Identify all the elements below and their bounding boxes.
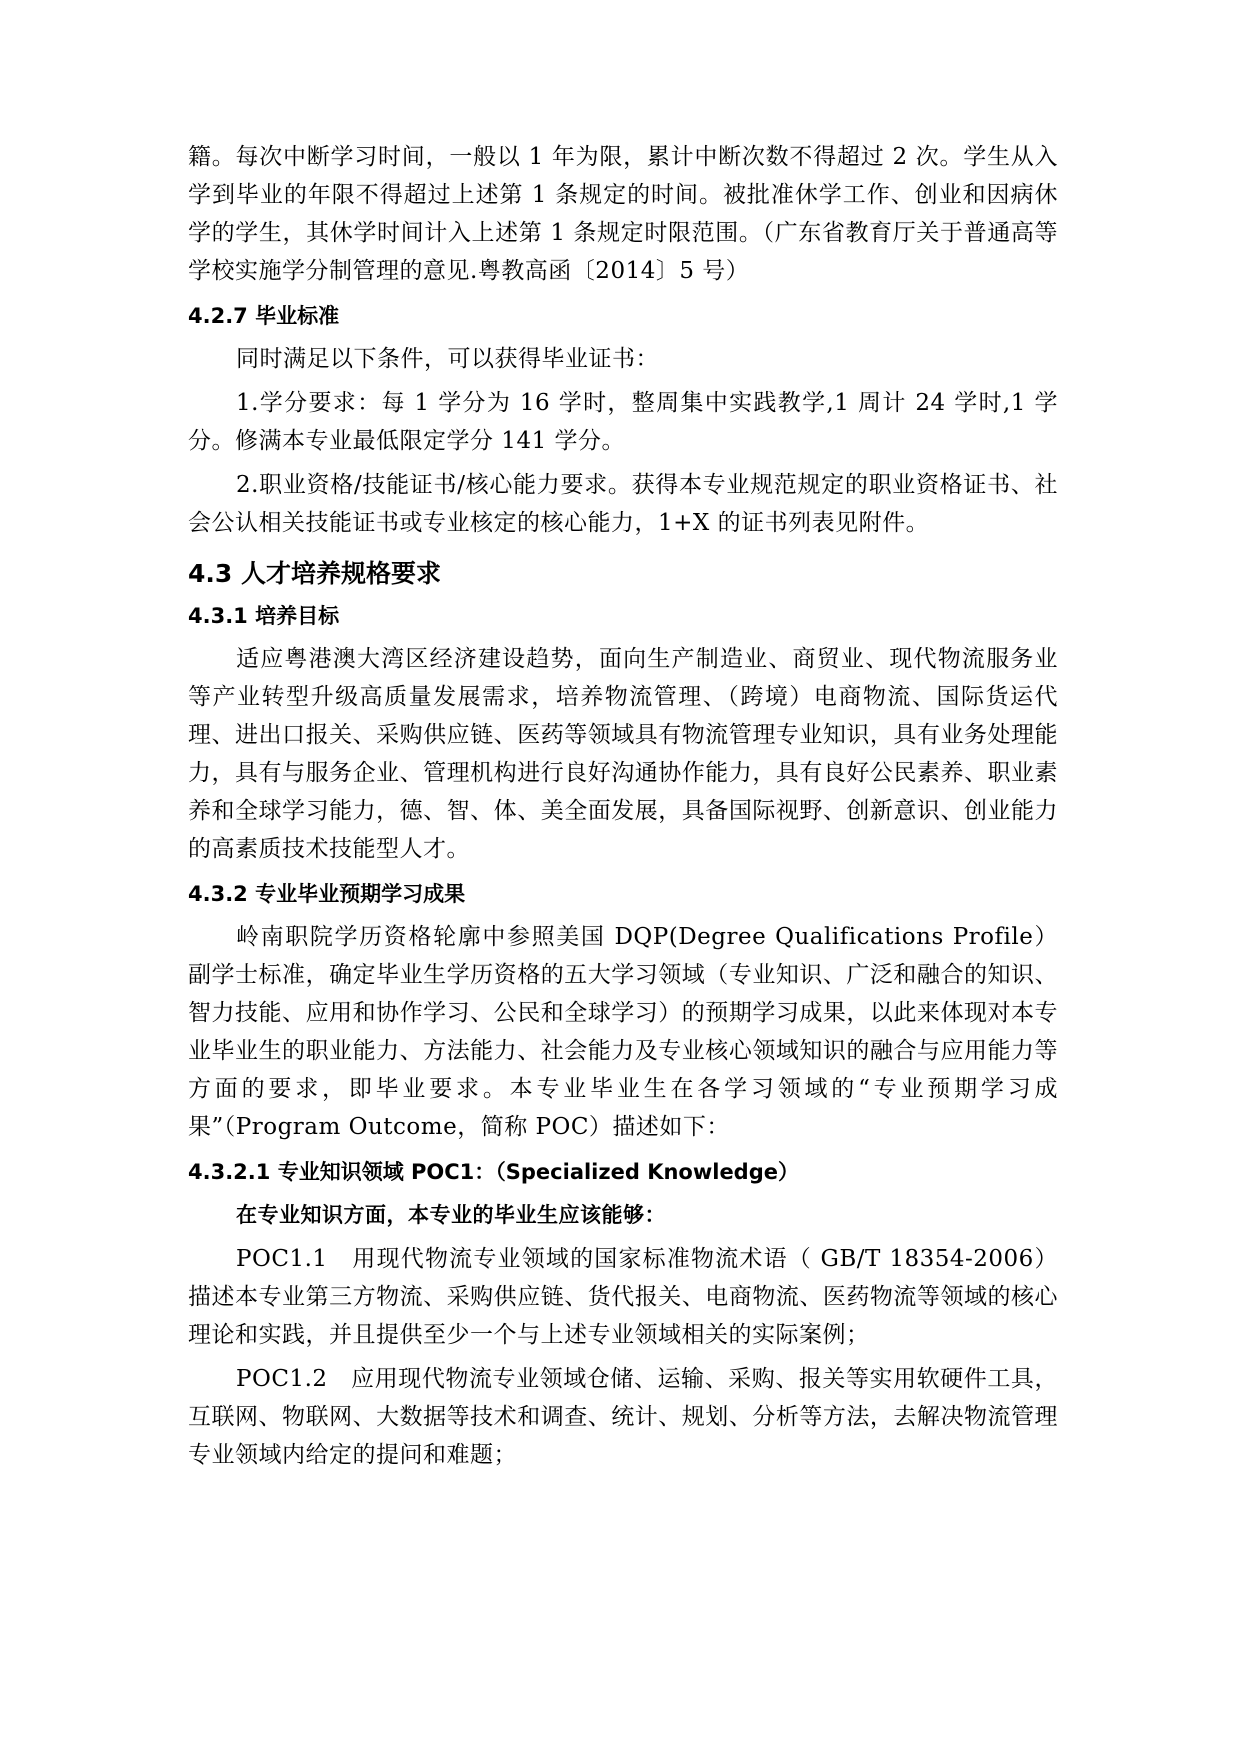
- paragraph-certificate-requirement: 2.职业资格/技能证书/核心能力要求。获得本专业规范规定的职业资格证书、社会公认相关技能证书或专业核定的核心能力，1+X 的证书列表见附件。: [188, 472, 1058, 536]
- paragraph-training-goal: 适应粤港澳大湾区经济建设趋势，面向生产制造业、商贸业、现代物流服务业等产业转型升级高质量发展需求，培养物流管理、（跨境）电商物流、国际货运代理、进出口报关、采购供应链、医药等领域具有物流管理专业知识，具有业务处理能力，具有与服务企业、管理机构进行良好沟通协作能力，具有良好公民素养、职业素养和全球学习能力，德、智、体、美全面发展，具备国际视野、创新意识、创业能力的高素质技术技能型人才。: [188, 646, 1058, 862]
- heading-4-3-1: 4.3.1 培养目标: [188, 604, 340, 628]
- paragraph-graduation-intro: 同时满足以下条件，可以获得毕业证书：: [236, 346, 659, 372]
- heading-4-3: 4.3 人才培养规格要求: [188, 559, 441, 588]
- paragraph-suspension-rules: 籍。每次中断学习时间，一般以 1 年为限，累计中断次数不得超过 2 次。学生从入学到毕业的年限不得超过上述第 1 条规定的时间。被批准休学工作、创业和因病休学的学生，其休学时间计入上述第 1 条规定时限范围。（广东省教育厅关于普通高等学校实施学分制管理的意见.粤教高函〔2014〕5 号）: [188, 144, 1058, 284]
- paragraph-poc1-1: POC1.1 用现代物流专业领域的国家标准物流术语（ GB/T 18354-2006）描述本专业第三方物流、采购供应链、货代报关、电商物流、医药物流等领域的核心理论和实践，并且提供至少一个与上述专业领域相关的实际案例；: [188, 1246, 1058, 1348]
- heading-4-2-7: 4.2.7 毕业标准: [188, 304, 340, 328]
- heading-4-3-2: 4.3.2 专业毕业预期学习成果: [188, 882, 466, 906]
- paragraph-learning-outcomes: 岭南职院学历资格轮廓中参照美国 DQP(Degree Qualifications Profile）副学士标准，确定毕业生学历资格的五大学习领域（专业知识、广泛和融合的知识、智力技能、应用和协作学习、公民和全球学习）的预期学习成果，以此来体现对本专业毕业生的职业能力、方法能力、社会能力及专业核心领域知识的融合与应用能力等方面的要求，即毕业要求。本专业毕业生在各学习领域的“专业预期学习成果”（Program Outcome，简称 POC）描述如下：: [188, 924, 1058, 1140]
- paragraph-credit-requirement: 1.学分要求：每 1 学分为 16 学时，整周集中实践教学,1 周计 24 学时,1 学分。修满本专业最低限定学分 141 学分。: [188, 390, 1058, 454]
- heading-4-3-2-1: 4.3.2.1 专业知识领域 POC1：（Specialized Knowledge）: [188, 1160, 799, 1184]
- paragraph-poc1-2: POC1.2 应用现代物流专业领域仓储、运输、采购、报关等实用软硬件工具，互联网、物联网、大数据等技术和调查、统计、规划、分析等方法，去解决物流管理专业领域内给定的提问和难题；: [188, 1366, 1058, 1468]
- document-page: [188, 138, 1058, 1474]
- paragraph-poc1-lead: 在专业知识方面，本专业的毕业生应该能够：: [236, 1203, 666, 1227]
